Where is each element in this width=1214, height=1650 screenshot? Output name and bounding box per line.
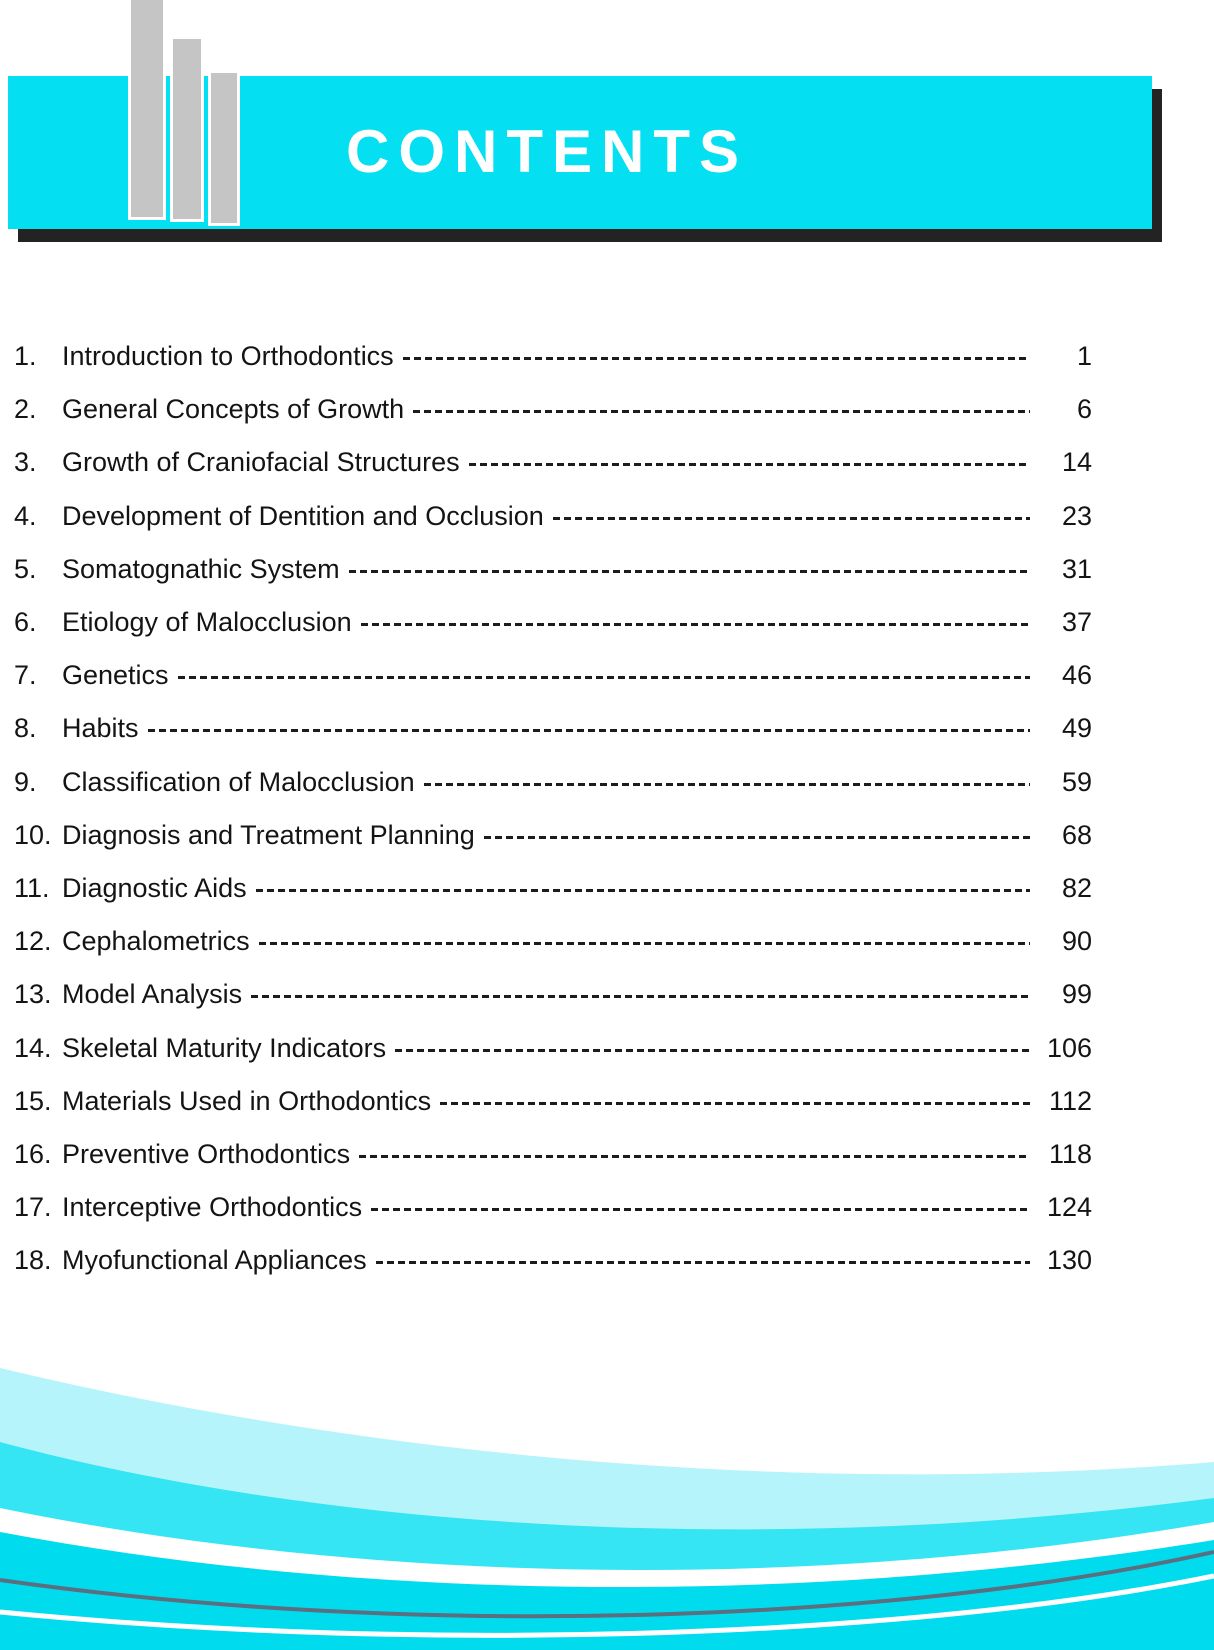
toc-entry xyxy=(14,490,1092,543)
bottom-wave-decoration xyxy=(0,1350,1214,1650)
toc-entry-page: 112 xyxy=(1048,1085,1092,1116)
toc-entry-number: 10. xyxy=(14,819,52,850)
toc-list xyxy=(14,330,1092,1287)
toc-entry xyxy=(14,915,1092,968)
toc-leader-dashes xyxy=(469,463,1030,466)
toc-entry-title: Introduction to Orthodontics xyxy=(62,341,394,372)
toc-entry-title: Preventive Orthodontics xyxy=(62,1138,351,1169)
toc-entry-title: Growth of Craniofacial Structures xyxy=(62,447,460,478)
toc-entry xyxy=(14,383,1092,436)
toc-leader-dashes xyxy=(148,729,1030,732)
toc-entry-title: Myofunctional Appliances xyxy=(62,1245,367,1276)
toc-entry-page: 31 xyxy=(1061,553,1092,584)
toc-entry-number: 13. xyxy=(14,979,52,1010)
toc-entry-number: 8. xyxy=(14,713,37,744)
toc-leader-dashes xyxy=(403,357,1030,360)
toc-entry xyxy=(14,543,1092,596)
toc-entry-title: Cephalometrics xyxy=(62,926,250,957)
toc-entry-number: 18. xyxy=(14,1245,52,1276)
toc-leader-dashes xyxy=(376,1261,1030,1264)
toc-entry xyxy=(14,596,1092,649)
toc-entry-number: 2. xyxy=(14,394,37,425)
bar-icon xyxy=(170,36,204,222)
toc-entry-number: 4. xyxy=(14,500,37,531)
toc-entry xyxy=(14,1021,1092,1074)
toc-entry-page: 59 xyxy=(1061,766,1092,797)
toc-entry xyxy=(14,649,1092,702)
toc-leader-dashes xyxy=(440,1102,1030,1105)
toc-entry xyxy=(14,1181,1092,1234)
toc-entry xyxy=(14,756,1092,809)
toc-entry-title: Materials Used in Orthodontics xyxy=(62,1085,432,1116)
toc-entry-number: 1. xyxy=(14,341,37,372)
toc-entry-page: 1 xyxy=(1076,341,1092,372)
toc-entry-page: 37 xyxy=(1061,607,1092,638)
toc-entry-page: 49 xyxy=(1061,713,1092,744)
toc-leader-dashes xyxy=(553,517,1030,520)
toc-entry-number: 11. xyxy=(14,872,50,903)
toc-leader-dashes xyxy=(178,676,1030,679)
toc-entry-title: Skeletal Maturity Indicators xyxy=(62,1032,387,1063)
toc-entry-number: 14. xyxy=(14,1032,52,1063)
toc-entry-title: Diagnosis and Treatment Planning xyxy=(62,819,475,850)
toc-entry-page: 130 xyxy=(1046,1245,1092,1276)
toc-entry-title: Genetics xyxy=(62,660,169,691)
toc-leader-dashes xyxy=(371,1208,1030,1211)
toc-leader-dashes xyxy=(359,1155,1030,1158)
toc-entry xyxy=(14,702,1092,755)
toc-leader-dashes xyxy=(395,1049,1030,1052)
toc-leader-dashes xyxy=(349,570,1030,573)
toc-entry-page: 6 xyxy=(1076,394,1092,425)
page-title: CONTENTS xyxy=(346,117,748,185)
toc-entry xyxy=(14,862,1092,915)
toc-leader-dashes xyxy=(424,783,1030,786)
toc-entry-page: 90 xyxy=(1061,926,1092,957)
toc-entry-page: 124 xyxy=(1046,1192,1092,1223)
toc-leader-dashes xyxy=(256,889,1030,892)
toc-entry-page: 99 xyxy=(1061,979,1092,1010)
toc-entry-number: 5. xyxy=(14,553,37,584)
toc-entry-number: 6. xyxy=(14,607,37,638)
bar-icon xyxy=(128,0,166,220)
toc-entry-title: Classification of Malocclusion xyxy=(62,766,415,797)
toc-entry-number: 15. xyxy=(14,1085,52,1116)
toc-entry-page: 118 xyxy=(1048,1138,1092,1169)
toc-entry xyxy=(14,436,1092,489)
toc-entry xyxy=(14,809,1092,862)
toc-leader-dashes xyxy=(484,836,1030,839)
toc-entry-page: 82 xyxy=(1061,872,1092,903)
toc-entry-title: Etiology of Malocclusion xyxy=(62,607,352,638)
toc-entry-page: 23 xyxy=(1061,500,1092,531)
toc-entry xyxy=(14,968,1092,1021)
toc-entry-number: 9. xyxy=(14,766,37,797)
toc-entry-page: 46 xyxy=(1061,660,1092,691)
toc-entry-number: 12. xyxy=(14,926,52,957)
toc-entry xyxy=(14,1128,1092,1181)
toc-entry-page: 106 xyxy=(1046,1032,1092,1063)
toc-entry xyxy=(14,1075,1092,1128)
toc-entry-page: 14 xyxy=(1061,447,1092,478)
toc-entry-title: Model Analysis xyxy=(62,979,243,1010)
toc-entry-title: General Concepts of Growth xyxy=(62,394,405,425)
toc-leader-dashes xyxy=(259,942,1030,945)
toc-entry-title: Diagnostic Aids xyxy=(62,872,247,903)
toc-entry-number: 17. xyxy=(14,1192,52,1223)
toc-entry-title: Interceptive Orthodontics xyxy=(62,1192,363,1223)
toc-entry-title: Habits xyxy=(62,713,139,744)
toc-leader-dashes xyxy=(413,410,1030,413)
toc-leader-dashes xyxy=(361,623,1030,626)
toc-entry-number: 16. xyxy=(14,1138,52,1169)
bar-icon xyxy=(208,70,240,226)
toc-entry xyxy=(14,330,1092,383)
toc-entry-page: 68 xyxy=(1061,819,1092,850)
toc-entry xyxy=(14,1234,1092,1287)
toc-entry-number: 7. xyxy=(14,660,37,691)
toc-entry-title: Somatognathic System xyxy=(62,553,340,584)
toc-entry-number: 3. xyxy=(14,447,37,478)
toc-leader-dashes xyxy=(251,995,1030,998)
toc-entry-title: Development of Dentition and Occlusion xyxy=(62,500,544,531)
